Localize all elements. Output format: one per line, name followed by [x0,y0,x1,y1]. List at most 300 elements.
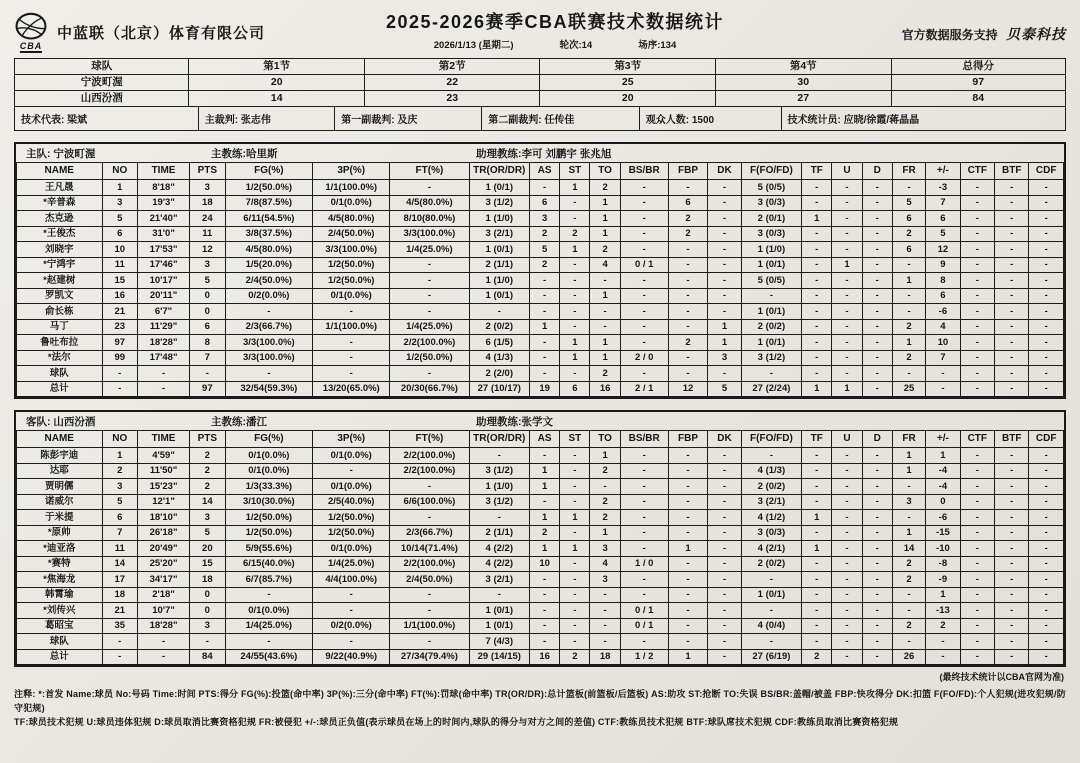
row-label: 山西汾酒 [15,91,189,107]
stat-cell: - [741,572,801,588]
stat-cell: - [832,180,862,196]
stat-cell: - [1029,556,1064,572]
stat-cell: - [960,525,994,541]
stat-cell: -13 [926,603,960,619]
stat-cell: - [892,257,925,273]
stat-cell: - [862,304,892,320]
stats-header-row [17,431,1064,448]
table-row [17,587,1064,603]
stat-cell: -4 [926,463,960,479]
stat-cell: 1 [102,180,137,196]
stat-cell: 1 (0/1) [469,288,529,304]
row-label: 罗凯文 [17,288,103,304]
stat-cell: 4/4(100.0%) [313,572,390,588]
stat-cell: - [708,211,741,227]
stat-cell: 1/3(33.3%) [225,479,313,495]
stat-cell: 1 [530,510,560,526]
stat-cell: - [926,381,960,397]
stat-cell: 1/1(100.0%) [390,618,469,634]
stat-cell: - [832,479,862,495]
stat-cell: 1 [560,180,590,196]
stat-cell: - [620,634,668,650]
stat-cell: - [995,587,1029,603]
stat-cell: 6/11(54.5%) [225,211,313,227]
stat-cell: - [832,448,862,464]
stat-cell: 2/5(40.0%) [313,494,390,510]
stat-cell: 6/6(100.0%) [390,494,469,510]
stat-cell: -8 [926,556,960,572]
stat-cell: 2 [668,211,708,227]
stat-cell: - [862,556,892,572]
stat-cell: 1 (0/1) [469,618,529,634]
stat-cell: - [862,319,892,335]
home-team-info [16,144,1064,162]
stat-cell: 16 [530,649,560,665]
stat-cell: - [1029,603,1064,619]
stat-cell: 14 [189,91,365,107]
score-column-header: 第3节 [540,59,716,75]
stat-cell: - [1029,618,1064,634]
stat-cell: 6/7(85.7%) [225,572,313,588]
stat-cell: 25'20" [137,556,189,572]
stat-cell: 1/4(25.0%) [390,242,469,258]
row-label: 达耶 [17,463,103,479]
row-label: 陈彭宇迪 [17,448,103,464]
basketball-icon [14,12,48,42]
stat-cell: - [668,242,708,258]
stat-cell: - [1029,211,1064,227]
row-label: *迪亚洛 [17,541,103,557]
stat-cell: - [995,319,1029,335]
stat-cell: 1 [560,350,590,366]
table-row [17,226,1064,242]
stat-cell: 0/1(0.0%) [313,541,390,557]
stat-cell: 17'48" [137,350,189,366]
stat-cell: 3/3(100.0%) [225,335,313,351]
stat-cell: - [708,556,741,572]
stat-cell: 17'53" [137,242,189,258]
table-row [17,541,1064,557]
column-header: FG(%) [225,163,313,180]
stat-cell: - [313,335,390,351]
stat-cell: - [862,587,892,603]
column-header: FR [892,163,925,180]
stat-cell: 1 (0/1) [741,587,801,603]
stat-cell: 9/22(40.9%) [313,649,390,665]
table-row [15,91,1066,107]
row-label: 球队 [17,366,103,382]
stat-cell: 19 [530,381,560,397]
score-column-header: 第4节 [716,59,892,75]
stat-cell: - [225,634,313,650]
stat-cell: 0/1(0.0%) [225,463,313,479]
stat-cell: - [620,525,668,541]
stat-cell: - [1029,257,1064,273]
stat-cell: 2/3(66.7%) [390,525,469,541]
stat-cell: 18'28" [137,335,189,351]
stat-cell: - [560,211,590,227]
stat-cell: - [469,510,529,526]
stat-cell: - [1029,572,1064,588]
stat-cell: 14 [892,541,925,557]
stat-cell: - [313,634,390,650]
stat-cell: - [530,273,560,289]
column-header: BTF [995,431,1029,448]
column-header: TIME [137,163,189,180]
stat-cell: -6 [926,304,960,320]
stat-cell: - [313,350,390,366]
stat-cell: 1 [560,335,590,351]
stat-cell: 1 [590,211,620,227]
stat-cell: - [862,618,892,634]
stat-cell: - [668,180,708,196]
stat-cell: - [620,242,668,258]
column-header: DK [708,163,741,180]
stat-cell: - [995,525,1029,541]
column-header: NO [102,163,137,180]
row-label: *赵建树 [17,273,103,289]
stat-cell: - [530,572,560,588]
column-header: TR(OR/DR) [469,431,529,448]
stat-cell: - [708,510,741,526]
official-cell: 第二副裁判: 任传佳 [482,107,640,130]
stat-cell: - [1029,242,1064,258]
away-team-info [16,412,1064,430]
stat-cell: - [390,603,469,619]
stat-cell: 1 (1/0) [469,479,529,495]
stat-cell: - [802,618,832,634]
row-label: 球队 [17,634,103,650]
stat-cell: - [668,510,708,526]
stat-cell: 7 [926,350,960,366]
stat-cell: 2 [590,366,620,382]
stat-cell: 2/2(100.0%) [390,556,469,572]
stat-cell: - [390,634,469,650]
stat-cell: - [892,603,925,619]
stat-cell: 3 [190,257,225,273]
stat-cell: - [960,366,994,382]
stat-cell: - [832,494,862,510]
stat-cell: - [620,304,668,320]
stat-cell: 3 (1/2) [741,350,801,366]
stat-cell: 1/2(50.0%) [225,510,313,526]
column-header: BS/BR [620,163,668,180]
stat-cell: - [862,510,892,526]
stat-cell: - [620,335,668,351]
stat-cell: 3/8(37.5%) [225,226,313,242]
column-header: TF [802,163,832,180]
stat-cell: 16 [590,381,620,397]
stat-cell: -3 [926,180,960,196]
stat-cell: - [960,211,994,227]
stat-cell: 4 (2/1) [741,541,801,557]
stat-cell: - [862,381,892,397]
stat-cell: -9 [926,572,960,588]
stat-cell: - [832,463,862,479]
stat-cell: - [668,304,708,320]
official-cell: 技术代表: 梁斌 [15,107,199,130]
stat-cell: - [620,587,668,603]
stat-cell: 3 [190,510,225,526]
stat-cell: - [960,381,994,397]
stat-cell: - [390,587,469,603]
home-team-section [14,142,1066,399]
stat-cell: 1 [892,335,925,351]
game-date: 2026/1/13 (星期二) [433,40,514,51]
stat-cell: 7 [190,350,225,366]
row-label: 葛昭宝 [17,618,103,634]
stat-cell: 3/3(100.0%) [390,226,469,242]
stat-cell: - [995,366,1029,382]
stat-cell: - [832,556,862,572]
row-label: *法尔 [17,350,103,366]
stat-cell: - [590,304,620,320]
stat-cell: 2 (0/2) [741,556,801,572]
stat-cell: - [802,319,832,335]
score-column-header: 第2节 [364,59,540,75]
table-row [17,448,1064,464]
row-label: 宁波町渥 [15,75,189,91]
stat-cell: 27 (6/19) [741,649,801,665]
row-label: 鲁吐布拉 [17,335,103,351]
stat-cell: - [995,556,1029,572]
stat-cell: - [960,494,994,510]
stat-cell: - [668,257,708,273]
page-header [14,8,1066,58]
stat-cell: 3 [102,479,137,495]
stat-cell: 3 [708,350,741,366]
stat-cell: - [926,634,960,650]
stat-cell: - [530,618,560,634]
stat-cell: 11'50" [137,463,189,479]
stat-cell: 2/2(100.0%) [390,335,469,351]
stat-cell: - [620,226,668,242]
stat-cell: - [620,211,668,227]
column-header: U [832,163,862,180]
stat-cell: 2 [530,525,560,541]
stat-cell: - [892,366,925,382]
stat-cell: - [225,366,313,382]
stat-cell: 3 [590,541,620,557]
stat-cell: - [708,603,741,619]
stat-cell: - [390,304,469,320]
stat-cell: 3 (0/3) [741,226,801,242]
stat-cell: 2 / 0 [620,350,668,366]
stat-cell: 1/5(20.0%) [225,257,313,273]
stat-cell: - [1029,273,1064,289]
stat-cell: 14 [190,494,225,510]
stat-cell: 7 [102,525,137,541]
stat-cell: 3/10(30.0%) [225,494,313,510]
officials-row [14,107,1066,131]
stat-cell: - [960,618,994,634]
stat-cell: - [668,350,708,366]
stat-cell: - [102,381,137,397]
stat-cell: - [620,366,668,382]
home-assistant-coaches: 助理教练:李可 刘鹏宇 张兆旭 [476,148,612,161]
stat-cell: 7 [926,195,960,211]
official-cell: 第一副裁判: 及庆 [335,107,482,130]
stat-cell: 2 (0/2) [741,319,801,335]
stat-cell: 99 [102,350,137,366]
stat-cell: - [741,366,801,382]
stat-cell: - [960,304,994,320]
stat-cell: - [960,335,994,351]
stat-cell: - [530,288,560,304]
cba-logo [14,12,48,53]
table-row [17,242,1064,258]
stat-cell: - [832,572,862,588]
stat-cell: 1 (1/0) [741,242,801,258]
stat-cell: 1 [530,463,560,479]
stat-cell: - [560,479,590,495]
column-header: U [832,431,862,448]
stat-cell: - [1029,448,1064,464]
stat-cell: 0 / 1 [620,618,668,634]
stat-cell: - [892,180,925,196]
stat-cell: - [892,479,925,495]
stat-cell: - [832,634,862,650]
stat-cell: - [469,304,529,320]
stat-cell: 1 [708,319,741,335]
stat-cell: - [1029,541,1064,557]
stats-header-row [17,163,1064,180]
stat-cell: 22 [364,75,540,91]
stat-cell: - [668,634,708,650]
row-label: *辛普森 [17,195,103,211]
stat-cell: - [802,257,832,273]
stat-cell: 0 [190,603,225,619]
stat-cell: - [560,273,590,289]
stat-cell: - [862,335,892,351]
stat-cell: - [802,273,832,289]
stat-cell: - [708,180,741,196]
official-cell: 观众人数: 1500 [640,107,782,130]
stat-cell: 2/4(50.0%) [313,226,390,242]
stat-cell: 4 [590,556,620,572]
stat-cell: 97 [102,335,137,351]
home-stats-body [17,180,1064,397]
stat-cell: - [995,242,1029,258]
stat-cell: - [892,587,925,603]
stat-cell: 0 [190,304,225,320]
final-note: (最终技术统计以CBA官网为准) [939,672,1064,683]
footnote-line-1: 注释: *:首发 Name:球员 No:号码 Time:时间 PTS:得分 FG(%):投篮(命中率) 3P(%):三分(命中率) FT(%):罚球(命中率) TR(OR/DR):总计篮板(前篮板/后篮板) AS:助攻 ST:抢断 TO:失误 BS/BR:盖帽/被盖 FBP:快攻得分 DK:扣篮 F(FO/FD):个人犯规(进攻犯规/防守犯规) [14,689,1066,714]
stat-cell: 25 [892,381,925,397]
stat-cell: 2'18" [137,587,189,603]
stat-cell: - [995,510,1029,526]
stat-cell: 1 [560,510,590,526]
stat-cell: - [802,479,832,495]
stat-cell: 4 (1/3) [469,350,529,366]
stat-cell: -6 [926,510,960,526]
stat-cell: - [620,541,668,557]
away-stats-body [17,448,1064,665]
stat-cell: - [708,634,741,650]
stat-cell: - [560,494,590,510]
score-column-header: 第1节 [189,59,365,75]
stat-cell: - [802,304,832,320]
stat-cell: 18 [102,587,137,603]
stat-cell: 11 [190,226,225,242]
provider-name: 贝泰科技 [1006,26,1066,42]
stat-cell: 3 [102,195,137,211]
stat-cell: - [560,448,590,464]
stat-cell: 2 (1/1) [469,257,529,273]
page-title: 2025-2026赛季CBA联赛技术数据统计 [385,12,725,32]
stat-cell: - [137,381,189,397]
stat-cell: - [832,273,862,289]
column-header: F(FO/FD) [741,431,801,448]
stat-cell: 5 [102,494,137,510]
stat-cell: - [708,463,741,479]
stat-cell: - [590,634,620,650]
stat-cell: 23 [364,91,540,107]
stat-cell: 18 [190,572,225,588]
column-header: NAME [17,431,103,448]
stat-cell: 5 (0/5) [741,180,801,196]
score-header-row [15,59,1066,75]
stat-cell: - [708,541,741,557]
column-header: NO [102,431,137,448]
column-header: PTS [190,163,225,180]
stat-cell: - [802,463,832,479]
stat-cell: - [832,195,862,211]
stat-cell: - [668,366,708,382]
official-cell: 主裁判: 张志伟 [199,107,336,130]
stat-cell: - [530,366,560,382]
row-label: 刘晓宇 [17,242,103,258]
stat-cell: 2 [668,335,708,351]
stat-cell: 2 [892,226,925,242]
stat-cell: - [995,649,1029,665]
stat-cell: - [995,226,1029,242]
stat-cell: - [190,366,225,382]
stat-cell: 2 (0/2) [469,319,529,335]
stat-cell: 1 [892,273,925,289]
stat-cell: - [708,649,741,665]
stat-cell: 1 [590,525,620,541]
stat-cell: - [832,288,862,304]
stat-cell: 3 [892,494,925,510]
stat-cell: 1 [926,448,960,464]
stat-cell: 1 (0/1) [741,335,801,351]
stat-cell: 5 [190,273,225,289]
table-row [17,572,1064,588]
stat-cell: - [620,463,668,479]
stat-cell: 1 [560,242,590,258]
stat-cell: 1/2(50.0%) [313,273,390,289]
stat-cell: 2 [892,572,925,588]
stat-cell: 26'18" [137,525,189,541]
column-header: BS/BR [620,431,668,448]
stat-cell: - [668,463,708,479]
stat-cell: 2/2(100.0%) [390,448,469,464]
stat-cell: 15 [102,273,137,289]
stat-cell: - [960,448,994,464]
stat-cell: - [960,479,994,495]
stat-cell: 3/3(100.0%) [313,242,390,258]
stat-cell: 7 (4/3) [469,634,529,650]
stat-cell: 2 [926,618,960,634]
stat-cell: - [668,288,708,304]
stat-cell: - [390,257,469,273]
stat-cell: 1 [708,335,741,351]
stat-cell: - [1029,304,1064,320]
stat-cell: - [708,304,741,320]
column-header: TR(OR/DR) [469,163,529,180]
stat-cell: - [560,195,590,211]
